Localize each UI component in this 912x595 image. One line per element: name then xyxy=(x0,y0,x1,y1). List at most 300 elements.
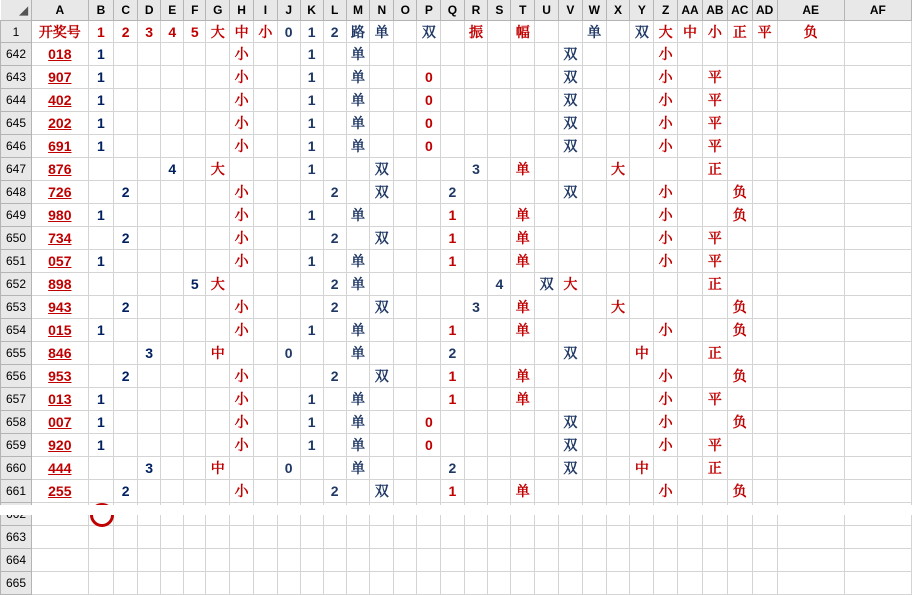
cell-s658[interactable] xyxy=(488,411,511,434)
cell-d646[interactable] xyxy=(138,135,161,158)
cell-h657[interactable]: 小 xyxy=(230,388,254,411)
cell-x654[interactable] xyxy=(606,319,630,342)
cell-o664[interactable] xyxy=(394,549,417,572)
cell-af657[interactable] xyxy=(844,388,911,411)
cell-w659[interactable] xyxy=(582,434,606,457)
cell-a663[interactable] xyxy=(32,526,89,549)
cell-ac647[interactable] xyxy=(727,158,752,181)
cell-a658[interactable]: 007 xyxy=(32,411,89,434)
header-cell-j[interactable]: 0 xyxy=(277,21,300,43)
cell-m643[interactable]: 单 xyxy=(346,66,370,89)
cell-ad647[interactable] xyxy=(752,158,777,181)
cell-k650[interactable] xyxy=(300,227,323,250)
cell-n643[interactable] xyxy=(370,66,394,89)
cell-ad664[interactable] xyxy=(752,549,777,572)
cell-q647[interactable] xyxy=(441,158,464,181)
cell-l653[interactable]: 2 xyxy=(323,296,346,319)
cell-ae643[interactable] xyxy=(777,66,844,89)
cell-g652[interactable]: 大 xyxy=(206,273,230,296)
cell-m650[interactable] xyxy=(346,227,370,250)
cell-t648[interactable] xyxy=(511,181,535,204)
cell-s645[interactable] xyxy=(488,112,511,135)
cell-z658[interactable]: 小 xyxy=(654,411,678,434)
row-header-660[interactable]: 660 xyxy=(1,457,32,480)
cell-z648[interactable]: 小 xyxy=(654,181,678,204)
cell-j655[interactable]: 0 xyxy=(277,342,300,365)
cell-w663[interactable] xyxy=(582,526,606,549)
cell-w649[interactable] xyxy=(582,204,606,227)
cell-w655[interactable] xyxy=(582,342,606,365)
cell-z652[interactable] xyxy=(654,273,678,296)
cell-y656[interactable] xyxy=(630,365,654,388)
cell-i658[interactable] xyxy=(253,411,277,434)
cell-i661[interactable] xyxy=(253,480,277,503)
cell-af663[interactable] xyxy=(844,526,911,549)
cell-ac648[interactable]: 负 xyxy=(727,181,752,204)
cell-u651[interactable] xyxy=(535,250,559,273)
cell-af658[interactable] xyxy=(844,411,911,434)
cell-a664[interactable] xyxy=(32,549,89,572)
cell-j653[interactable] xyxy=(277,296,300,319)
cell-d663[interactable] xyxy=(138,526,161,549)
cell-ae647[interactable] xyxy=(777,158,844,181)
header-cell-p[interactable]: 双 xyxy=(417,21,441,43)
cell-h660[interactable] xyxy=(230,457,254,480)
cell-ad645[interactable] xyxy=(752,112,777,135)
cell-h652[interactable] xyxy=(230,273,254,296)
cell-h658[interactable]: 小 xyxy=(230,411,254,434)
cell-s647[interactable] xyxy=(488,158,511,181)
cell-d660[interactable]: 3 xyxy=(138,457,161,480)
header-cell-af[interactable] xyxy=(844,21,911,43)
cell-af653[interactable] xyxy=(844,296,911,319)
header-cell-h[interactable]: 中 xyxy=(230,21,254,43)
column-header-r[interactable]: R xyxy=(464,0,488,21)
cell-u645[interactable] xyxy=(535,112,559,135)
cell-v656[interactable] xyxy=(559,365,583,388)
cell-o658[interactable] xyxy=(394,411,417,434)
cell-aa647[interactable] xyxy=(678,158,703,181)
cell-k654[interactable]: 1 xyxy=(300,319,323,342)
header-cell-aa[interactable]: 中 xyxy=(678,21,703,43)
cell-a665[interactable] xyxy=(32,572,89,595)
cell-i659[interactable] xyxy=(253,434,277,457)
cell-q643[interactable] xyxy=(441,66,464,89)
cell-n661[interactable]: 双 xyxy=(370,480,394,503)
cell-f658[interactable] xyxy=(184,411,206,434)
cell-e656[interactable] xyxy=(161,365,184,388)
cell-g660[interactable]: 中 xyxy=(206,457,230,480)
column-header-l[interactable]: L xyxy=(323,0,346,21)
cell-d645[interactable] xyxy=(138,112,161,135)
cell-z642[interactable]: 小 xyxy=(654,43,678,66)
cell-b646[interactable]: 1 xyxy=(88,135,114,158)
cell-z655[interactable] xyxy=(654,342,678,365)
cell-x642[interactable] xyxy=(606,43,630,66)
cell-s643[interactable] xyxy=(488,66,511,89)
column-header-y[interactable]: Y xyxy=(630,0,654,21)
cell-ab642[interactable] xyxy=(702,43,727,66)
cell-c647[interactable] xyxy=(114,158,138,181)
cell-e647[interactable]: 4 xyxy=(161,158,184,181)
cell-i649[interactable] xyxy=(253,204,277,227)
cell-u659[interactable] xyxy=(535,434,559,457)
cell-n647[interactable]: 双 xyxy=(370,158,394,181)
cell-aa663[interactable] xyxy=(678,526,703,549)
row-header-644[interactable]: 644 xyxy=(1,89,32,112)
cell-z664[interactable] xyxy=(654,549,678,572)
cell-r652[interactable] xyxy=(464,273,488,296)
cell-s655[interactable] xyxy=(488,342,511,365)
cell-o654[interactable] xyxy=(394,319,417,342)
cell-u663[interactable] xyxy=(535,526,559,549)
cell-o644[interactable] xyxy=(394,89,417,112)
row-header-647[interactable]: 647 xyxy=(1,158,32,181)
column-header-u[interactable]: U xyxy=(535,0,559,21)
header-cell-r[interactable]: 振 xyxy=(464,21,488,43)
column-header-b[interactable]: B xyxy=(88,0,114,21)
cell-ac646[interactable] xyxy=(727,135,752,158)
cell-i651[interactable] xyxy=(253,250,277,273)
cell-d643[interactable] xyxy=(138,66,161,89)
cell-e648[interactable] xyxy=(161,181,184,204)
column-header-d[interactable]: D xyxy=(138,0,161,21)
cell-b658[interactable]: 1 xyxy=(88,411,114,434)
cell-u646[interactable] xyxy=(535,135,559,158)
cell-i648[interactable] xyxy=(253,181,277,204)
cell-u647[interactable] xyxy=(535,158,559,181)
cell-v652[interactable]: 大 xyxy=(559,273,583,296)
cell-k661[interactable] xyxy=(300,480,323,503)
cell-p657[interactable] xyxy=(417,388,441,411)
cell-u657[interactable] xyxy=(535,388,559,411)
cell-n653[interactable]: 双 xyxy=(370,296,394,319)
column-header-ab[interactable]: AB xyxy=(702,0,727,21)
cell-p659[interactable]: 0 xyxy=(417,434,441,457)
cell-b659[interactable]: 1 xyxy=(88,434,114,457)
cell-g658[interactable] xyxy=(206,411,230,434)
cell-g642[interactable] xyxy=(206,43,230,66)
cell-e644[interactable] xyxy=(161,89,184,112)
cell-m664[interactable] xyxy=(346,549,370,572)
cell-c643[interactable] xyxy=(114,66,138,89)
cell-e649[interactable] xyxy=(161,204,184,227)
cell-z649[interactable]: 小 xyxy=(654,204,678,227)
cell-n655[interactable] xyxy=(370,342,394,365)
cell-aa650[interactable] xyxy=(678,227,703,250)
header-cell-w[interactable]: 单 xyxy=(582,21,606,43)
cell-c659[interactable] xyxy=(114,434,138,457)
cell-ac651[interactable] xyxy=(727,250,752,273)
cell-ad657[interactable] xyxy=(752,388,777,411)
cell-o665[interactable] xyxy=(394,572,417,595)
cell-m654[interactable]: 单 xyxy=(346,319,370,342)
cell-m647[interactable] xyxy=(346,158,370,181)
cell-v661[interactable] xyxy=(559,480,583,503)
cell-i642[interactable] xyxy=(253,43,277,66)
column-header-af[interactable]: AF xyxy=(844,0,911,21)
cell-o642[interactable] xyxy=(394,43,417,66)
cell-i652[interactable] xyxy=(253,273,277,296)
cell-n659[interactable] xyxy=(370,434,394,457)
cell-d647[interactable] xyxy=(138,158,161,181)
cell-i660[interactable] xyxy=(253,457,277,480)
cell-r661[interactable] xyxy=(464,480,488,503)
cell-e653[interactable] xyxy=(161,296,184,319)
cell-u660[interactable] xyxy=(535,457,559,480)
cell-g653[interactable] xyxy=(206,296,230,319)
cell-s652[interactable]: 4 xyxy=(488,273,511,296)
cell-w643[interactable] xyxy=(582,66,606,89)
cell-aa657[interactable] xyxy=(678,388,703,411)
cell-d642[interactable] xyxy=(138,43,161,66)
cell-z646[interactable]: 小 xyxy=(654,135,678,158)
cell-e655[interactable] xyxy=(161,342,184,365)
cell-f661[interactable] xyxy=(184,480,206,503)
cell-y645[interactable] xyxy=(630,112,654,135)
row-header-659[interactable]: 659 xyxy=(1,434,32,457)
cell-af644[interactable] xyxy=(844,89,911,112)
cell-s663[interactable] xyxy=(488,526,511,549)
cell-u649[interactable] xyxy=(535,204,559,227)
column-header-aa[interactable]: AA xyxy=(678,0,703,21)
row-header-665[interactable]: 665 xyxy=(1,572,32,595)
cell-i657[interactable] xyxy=(253,388,277,411)
cell-q659[interactable] xyxy=(441,434,464,457)
cell-c656[interactable]: 2 xyxy=(114,365,138,388)
cell-x660[interactable] xyxy=(606,457,630,480)
cell-i650[interactable] xyxy=(253,227,277,250)
cell-p658[interactable]: 0 xyxy=(417,411,441,434)
cell-g661[interactable] xyxy=(206,480,230,503)
cell-ae649[interactable] xyxy=(777,204,844,227)
cell-m665[interactable] xyxy=(346,572,370,595)
cell-ab657[interactable]: 平 xyxy=(702,388,727,411)
cell-n645[interactable] xyxy=(370,112,394,135)
cell-x664[interactable] xyxy=(606,549,630,572)
cell-i655[interactable] xyxy=(253,342,277,365)
cell-e654[interactable] xyxy=(161,319,184,342)
cell-a653[interactable]: 943 xyxy=(32,296,89,319)
cell-j642[interactable] xyxy=(277,43,300,66)
cell-d644[interactable] xyxy=(138,89,161,112)
cell-s644[interactable] xyxy=(488,89,511,112)
cell-o656[interactable] xyxy=(394,365,417,388)
column-header-m[interactable]: M xyxy=(346,0,370,21)
cell-x661[interactable] xyxy=(606,480,630,503)
cell-b642[interactable]: 1 xyxy=(88,43,114,66)
header-cell-d[interactable]: 3 xyxy=(138,21,161,43)
cell-g655[interactable]: 中 xyxy=(206,342,230,365)
cell-k665[interactable] xyxy=(300,572,323,595)
cell-k660[interactable] xyxy=(300,457,323,480)
cell-r654[interactable] xyxy=(464,319,488,342)
cell-h645[interactable]: 小 xyxy=(230,112,254,135)
cell-ac645[interactable] xyxy=(727,112,752,135)
cell-ad651[interactable] xyxy=(752,250,777,273)
cell-e661[interactable] xyxy=(161,480,184,503)
cell-f655[interactable] xyxy=(184,342,206,365)
cell-j646[interactable] xyxy=(277,135,300,158)
cell-h659[interactable]: 小 xyxy=(230,434,254,457)
cell-n649[interactable] xyxy=(370,204,394,227)
cell-v642[interactable]: 双 xyxy=(559,43,583,66)
cell-aa649[interactable] xyxy=(678,204,703,227)
cell-u652[interactable]: 双 xyxy=(535,273,559,296)
cell-q645[interactable] xyxy=(441,112,464,135)
cell-ab652[interactable]: 正 xyxy=(702,273,727,296)
column-header-j[interactable]: J xyxy=(277,0,300,21)
cell-m656[interactable] xyxy=(346,365,370,388)
cell-o643[interactable] xyxy=(394,66,417,89)
cell-t654[interactable]: 单 xyxy=(511,319,535,342)
cell-x656[interactable] xyxy=(606,365,630,388)
cell-c653[interactable]: 2 xyxy=(114,296,138,319)
cell-s642[interactable] xyxy=(488,43,511,66)
cell-o655[interactable] xyxy=(394,342,417,365)
cell-t652[interactable] xyxy=(511,273,535,296)
cell-aa651[interactable] xyxy=(678,250,703,273)
cell-t656[interactable]: 单 xyxy=(511,365,535,388)
cell-k646[interactable]: 1 xyxy=(300,135,323,158)
cell-v659[interactable]: 双 xyxy=(559,434,583,457)
cell-t665[interactable] xyxy=(511,572,535,595)
row-header-651[interactable]: 651 xyxy=(1,250,32,273)
cell-p645[interactable]: 0 xyxy=(417,112,441,135)
cell-y649[interactable] xyxy=(630,204,654,227)
cell-q656[interactable]: 1 xyxy=(441,365,464,388)
cell-ae660[interactable] xyxy=(777,457,844,480)
cell-r644[interactable] xyxy=(464,89,488,112)
cell-w647[interactable] xyxy=(582,158,606,181)
cell-ac643[interactable] xyxy=(727,66,752,89)
row-header-658[interactable]: 658 xyxy=(1,411,32,434)
cell-ad661[interactable] xyxy=(752,480,777,503)
cell-a651[interactable]: 057 xyxy=(32,250,89,273)
cell-af659[interactable] xyxy=(844,434,911,457)
cell-c645[interactable] xyxy=(114,112,138,135)
cell-f644[interactable] xyxy=(184,89,206,112)
row-header-645[interactable]: 645 xyxy=(1,112,32,135)
cell-v647[interactable] xyxy=(559,158,583,181)
cell-w646[interactable] xyxy=(582,135,606,158)
cell-aa656[interactable] xyxy=(678,365,703,388)
cell-g648[interactable] xyxy=(206,181,230,204)
cell-m644[interactable]: 单 xyxy=(346,89,370,112)
cell-x650[interactable] xyxy=(606,227,630,250)
cell-af654[interactable] xyxy=(844,319,911,342)
cell-h655[interactable] xyxy=(230,342,254,365)
cell-j659[interactable] xyxy=(277,434,300,457)
cell-q650[interactable]: 1 xyxy=(441,227,464,250)
cell-aa654[interactable] xyxy=(678,319,703,342)
cell-x649[interactable] xyxy=(606,204,630,227)
cell-s660[interactable] xyxy=(488,457,511,480)
cell-ae652[interactable] xyxy=(777,273,844,296)
cell-q661[interactable]: 1 xyxy=(441,480,464,503)
cell-f645[interactable] xyxy=(184,112,206,135)
cell-ac661[interactable]: 负 xyxy=(727,480,752,503)
cell-f656[interactable] xyxy=(184,365,206,388)
cell-h649[interactable]: 小 xyxy=(230,204,254,227)
cell-ab656[interactable] xyxy=(702,365,727,388)
cell-h650[interactable]: 小 xyxy=(230,227,254,250)
cell-ab665[interactable] xyxy=(702,572,727,595)
cell-i647[interactable] xyxy=(253,158,277,181)
cell-ac652[interactable] xyxy=(727,273,752,296)
cell-s665[interactable] xyxy=(488,572,511,595)
cell-j658[interactable] xyxy=(277,411,300,434)
cell-ac654[interactable]: 负 xyxy=(727,319,752,342)
cell-v657[interactable] xyxy=(559,388,583,411)
cell-x651[interactable] xyxy=(606,250,630,273)
header-cell-b[interactable]: 1 xyxy=(88,21,114,43)
header-cell-f[interactable]: 5 xyxy=(184,21,206,43)
cell-t646[interactable] xyxy=(511,135,535,158)
cell-l650[interactable]: 2 xyxy=(323,227,346,250)
cell-i665[interactable] xyxy=(253,572,277,595)
cell-q648[interactable]: 2 xyxy=(441,181,464,204)
cell-ad663[interactable] xyxy=(752,526,777,549)
cell-v658[interactable]: 双 xyxy=(559,411,583,434)
header-cell-y[interactable]: 双 xyxy=(630,21,654,43)
cell-p655[interactable] xyxy=(417,342,441,365)
cell-v654[interactable] xyxy=(559,319,583,342)
column-header-k[interactable]: K xyxy=(300,0,323,21)
cell-ab645[interactable]: 平 xyxy=(702,112,727,135)
cell-f643[interactable] xyxy=(184,66,206,89)
cell-w652[interactable] xyxy=(582,273,606,296)
cell-b664[interactable] xyxy=(88,549,114,572)
column-header-c[interactable]: C xyxy=(114,0,138,21)
column-header-a[interactable]: A xyxy=(32,0,89,21)
cell-q651[interactable]: 1 xyxy=(441,250,464,273)
cell-s656[interactable] xyxy=(488,365,511,388)
cell-b665[interactable] xyxy=(88,572,114,595)
cell-c648[interactable]: 2 xyxy=(114,181,138,204)
cell-q646[interactable] xyxy=(441,135,464,158)
cell-y665[interactable] xyxy=(630,572,654,595)
cell-aa661[interactable] xyxy=(678,480,703,503)
cell-n646[interactable] xyxy=(370,135,394,158)
cell-a648[interactable]: 726 xyxy=(32,181,89,204)
cell-j660[interactable]: 0 xyxy=(277,457,300,480)
cell-f647[interactable] xyxy=(184,158,206,181)
cell-c655[interactable] xyxy=(114,342,138,365)
cell-w653[interactable] xyxy=(582,296,606,319)
cell-ac649[interactable]: 负 xyxy=(727,204,752,227)
cell-e660[interactable] xyxy=(161,457,184,480)
cell-o647[interactable] xyxy=(394,158,417,181)
cell-t659[interactable] xyxy=(511,434,535,457)
cell-v655[interactable]: 双 xyxy=(559,342,583,365)
cell-ab659[interactable]: 平 xyxy=(702,434,727,457)
cell-ac665[interactable] xyxy=(727,572,752,595)
cell-j661[interactable] xyxy=(277,480,300,503)
cell-l643[interactable] xyxy=(323,66,346,89)
cell-r649[interactable] xyxy=(464,204,488,227)
cell-ae659[interactable] xyxy=(777,434,844,457)
cell-y646[interactable] xyxy=(630,135,654,158)
cell-u661[interactable] xyxy=(535,480,559,503)
cell-d659[interactable] xyxy=(138,434,161,457)
cell-b653[interactable] xyxy=(88,296,114,319)
cell-x663[interactable] xyxy=(606,526,630,549)
cell-p642[interactable] xyxy=(417,43,441,66)
cell-f663[interactable] xyxy=(184,526,206,549)
cell-ab644[interactable]: 平 xyxy=(702,89,727,112)
cell-aa655[interactable] xyxy=(678,342,703,365)
